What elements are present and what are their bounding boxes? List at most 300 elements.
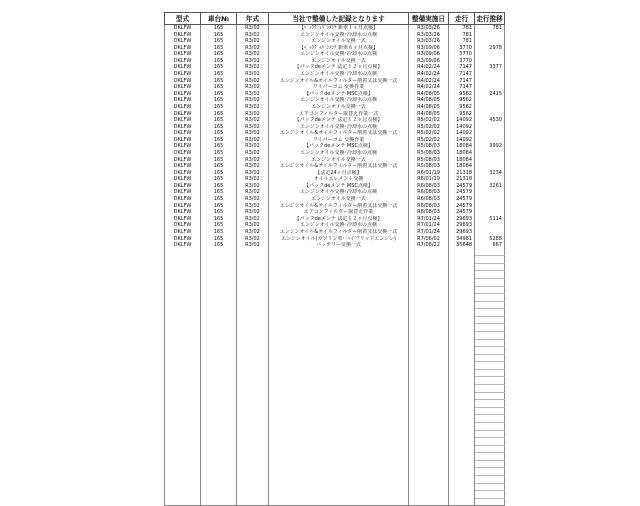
cell-chassis-number: 165 bbox=[201, 58, 237, 65]
header-chassis-number: 車台№ bbox=[201, 13, 237, 25]
table-row bbox=[165, 216, 505, 223]
empty-cell bbox=[201, 385, 237, 393]
cell-mileage-delta bbox=[475, 78, 505, 85]
cell-chassis-number: 165 bbox=[201, 229, 237, 236]
cell-description: 【パックdeメンテ 法定１２ヶ月点検】 bbox=[269, 216, 409, 223]
cell-model-year: R3/02 bbox=[237, 38, 269, 45]
cell-service-date: R3/03/26 bbox=[409, 32, 449, 39]
cell-mileage-delta: 5114 bbox=[475, 216, 505, 223]
empty-cell bbox=[237, 249, 269, 256]
cell-chassis-number: 165 bbox=[201, 242, 237, 249]
empty-cell bbox=[409, 278, 449, 286]
cell-model-year: R3/02 bbox=[237, 64, 269, 71]
cell-description: エンジンオイル&オイルフィルター削着又は交換一式 bbox=[269, 229, 409, 236]
cell-model-year: R3/02 bbox=[237, 143, 269, 150]
empty-cell bbox=[449, 392, 475, 400]
cell-model-year: R3/02 bbox=[237, 45, 269, 52]
empty-cell bbox=[237, 400, 269, 408]
header-maintenance-description: 当社で整備した記録となります bbox=[269, 13, 409, 25]
empty-cell bbox=[269, 354, 409, 362]
cell-service-date: R7/01/24 bbox=[409, 222, 449, 229]
cell-chassis-number: 165 bbox=[201, 183, 237, 190]
cell-mileage-delta bbox=[475, 196, 505, 203]
empty-row bbox=[165, 422, 505, 430]
cell-mileage-delta: 2978 bbox=[475, 45, 505, 52]
cell-service-date: R5/08/03 bbox=[409, 150, 449, 157]
table-row bbox=[165, 64, 505, 71]
cell-model: DKLFW bbox=[165, 84, 201, 91]
cell-model-year: R3/02 bbox=[237, 203, 269, 210]
cell-chassis-number: 165 bbox=[201, 78, 237, 85]
empty-cell bbox=[409, 445, 449, 453]
empty-cell bbox=[201, 430, 237, 438]
cell-service-date: R6/01/19 bbox=[409, 176, 449, 183]
empty-cell bbox=[269, 309, 409, 317]
cell-mileage: 21318 bbox=[449, 176, 475, 183]
cell-chassis-number: 165 bbox=[201, 157, 237, 164]
cell-service-date: R5/02/02 bbox=[409, 124, 449, 131]
cell-chassis-number: 165 bbox=[201, 25, 237, 32]
empty-cell bbox=[237, 339, 269, 347]
empty-cell bbox=[269, 271, 409, 279]
empty-cell bbox=[269, 498, 409, 506]
cell-mileage-delta bbox=[475, 222, 505, 229]
cell-model-year: R3/02 bbox=[237, 130, 269, 137]
empty-cell bbox=[201, 498, 237, 506]
cell-model: DKLFW bbox=[165, 124, 201, 131]
cell-model-year: R3/02 bbox=[237, 91, 269, 98]
cell-service-date: R4/02/24 bbox=[409, 71, 449, 78]
cell-service-date: R5/08/03 bbox=[409, 157, 449, 164]
empty-row bbox=[165, 324, 505, 332]
empty-cell bbox=[409, 415, 449, 423]
empty-cell bbox=[475, 392, 505, 400]
cell-model: DKLFW bbox=[165, 189, 201, 196]
cell-model: DKLFW bbox=[165, 183, 201, 190]
empty-cell bbox=[269, 294, 409, 302]
empty-row bbox=[165, 445, 505, 453]
empty-cell bbox=[269, 249, 409, 256]
empty-cell bbox=[449, 460, 475, 468]
empty-cell bbox=[449, 278, 475, 286]
table-row bbox=[165, 78, 505, 85]
cell-model-year: R3/02 bbox=[237, 157, 269, 164]
cell-service-date: R4/08/05 bbox=[409, 91, 449, 98]
empty-cell bbox=[201, 491, 237, 499]
empty-cell bbox=[237, 301, 269, 309]
cell-mileage: 9562 bbox=[449, 104, 475, 111]
cell-model: DKLFW bbox=[165, 45, 201, 52]
cell-mileage-delta bbox=[475, 124, 505, 131]
empty-cell bbox=[165, 286, 201, 294]
empty-cell bbox=[475, 286, 505, 294]
empty-cell bbox=[269, 445, 409, 453]
empty-row bbox=[165, 278, 505, 286]
cell-description: エンジンオイル交換一式 bbox=[269, 196, 409, 203]
empty-cell bbox=[475, 483, 505, 491]
empty-cell bbox=[165, 301, 201, 309]
empty-cell bbox=[237, 294, 269, 302]
cell-service-date: R3/09/06 bbox=[409, 58, 449, 65]
empty-cell bbox=[165, 445, 201, 453]
empty-cell bbox=[475, 385, 505, 393]
cell-description: エンジンオイル交換･冷却水の点検 bbox=[269, 97, 409, 104]
cell-mileage-delta bbox=[475, 32, 505, 39]
empty-cell bbox=[409, 354, 449, 362]
cell-model: DKLFW bbox=[165, 58, 201, 65]
empty-cell bbox=[409, 476, 449, 484]
empty-cell bbox=[237, 407, 269, 415]
cell-model-year: R3/02 bbox=[237, 71, 269, 78]
empty-cell bbox=[237, 377, 269, 385]
empty-cell bbox=[165, 256, 201, 264]
empty-cell bbox=[165, 400, 201, 408]
cell-chassis-number: 165 bbox=[201, 216, 237, 223]
cell-mileage: 18084 bbox=[449, 157, 475, 164]
empty-cell bbox=[237, 445, 269, 453]
cell-mileage: 14092 bbox=[449, 137, 475, 144]
table-row bbox=[165, 137, 505, 144]
cell-model: DKLFW bbox=[165, 143, 201, 150]
empty-cell bbox=[269, 369, 409, 377]
empty-cell bbox=[269, 453, 409, 461]
cell-mileage-delta bbox=[475, 38, 505, 45]
table-row bbox=[165, 32, 505, 39]
cell-service-date: R4/08/05 bbox=[409, 97, 449, 104]
cell-model-year: R3/02 bbox=[237, 84, 269, 91]
empty-cell bbox=[269, 468, 409, 476]
empty-cell bbox=[201, 483, 237, 491]
empty-cell bbox=[237, 263, 269, 271]
empty-cell bbox=[409, 430, 449, 438]
empty-cell bbox=[449, 445, 475, 453]
empty-cell bbox=[475, 263, 505, 271]
cell-mileage-delta bbox=[475, 189, 505, 196]
cell-mileage-delta: 2415 bbox=[475, 91, 505, 98]
empty-row bbox=[165, 460, 505, 468]
empty-cell bbox=[201, 453, 237, 461]
empty-cell bbox=[201, 438, 237, 446]
cell-mileage-delta bbox=[475, 71, 505, 78]
cell-model: DKLFW bbox=[165, 236, 201, 243]
empty-cell bbox=[409, 256, 449, 264]
empty-cell bbox=[269, 430, 409, 438]
empty-cell bbox=[449, 286, 475, 294]
cell-mileage-delta bbox=[475, 130, 505, 137]
empty-cell bbox=[237, 362, 269, 370]
empty-cell bbox=[237, 347, 269, 355]
empty-cell bbox=[409, 377, 449, 385]
empty-row bbox=[165, 286, 505, 294]
empty-cell bbox=[449, 256, 475, 264]
empty-row bbox=[165, 491, 505, 499]
cell-service-date: R5/02/02 bbox=[409, 130, 449, 137]
cell-model: DKLFW bbox=[165, 97, 201, 104]
cell-chassis-number: 165 bbox=[201, 196, 237, 203]
cell-model-year: R3/02 bbox=[237, 137, 269, 144]
empty-cell bbox=[449, 491, 475, 499]
empty-cell bbox=[475, 301, 505, 309]
empty-row bbox=[165, 332, 505, 340]
empty-cell bbox=[475, 445, 505, 453]
cell-model: DKLFW bbox=[165, 71, 201, 78]
empty-cell bbox=[409, 483, 449, 491]
cell-mileage: 18084 bbox=[449, 143, 475, 150]
empty-cell bbox=[201, 286, 237, 294]
cell-mileage: 7147 bbox=[449, 78, 475, 85]
empty-cell bbox=[237, 460, 269, 468]
empty-cell bbox=[201, 422, 237, 430]
empty-cell bbox=[409, 422, 449, 430]
empty-cell bbox=[237, 491, 269, 499]
cell-model-year: R3/02 bbox=[237, 32, 269, 39]
empty-cell bbox=[201, 377, 237, 385]
cell-description: バッテリー交換一式 bbox=[269, 242, 409, 249]
table-row bbox=[165, 117, 505, 124]
cell-model: DKLFW bbox=[165, 51, 201, 58]
empty-cell bbox=[165, 430, 201, 438]
table-body bbox=[165, 25, 505, 506]
empty-cell bbox=[269, 256, 409, 264]
table-row bbox=[165, 163, 505, 170]
empty-cell bbox=[269, 324, 409, 332]
empty-cell bbox=[237, 453, 269, 461]
cell-chassis-number: 165 bbox=[201, 189, 237, 196]
empty-cell bbox=[165, 278, 201, 286]
empty-cell bbox=[201, 407, 237, 415]
cell-mileage: 9562 bbox=[449, 111, 475, 118]
empty-cell bbox=[475, 453, 505, 461]
cell-mileage: 18084 bbox=[449, 150, 475, 157]
empty-cell bbox=[201, 332, 237, 340]
empty-row bbox=[165, 316, 505, 324]
empty-cell bbox=[237, 438, 269, 446]
empty-cell bbox=[409, 332, 449, 340]
cell-service-date: R4/08/05 bbox=[409, 104, 449, 111]
empty-cell bbox=[165, 263, 201, 271]
cell-model-year: R3/02 bbox=[237, 222, 269, 229]
cell-model: DKLFW bbox=[165, 91, 201, 98]
empty-cell bbox=[237, 354, 269, 362]
cell-mileage: 24579 bbox=[449, 209, 475, 216]
cell-model-year: R3/02 bbox=[237, 196, 269, 203]
cell-mileage: 9562 bbox=[449, 91, 475, 98]
empty-cell bbox=[475, 422, 505, 430]
cell-mileage: 21318 bbox=[449, 170, 475, 177]
empty-cell bbox=[201, 369, 237, 377]
cell-mileage-delta bbox=[475, 209, 505, 216]
cell-mileage: 24579 bbox=[449, 196, 475, 203]
empty-cell bbox=[165, 438, 201, 446]
empty-cell bbox=[201, 278, 237, 286]
empty-cell bbox=[165, 476, 201, 484]
empty-cell bbox=[475, 316, 505, 324]
header-model-year: 年式 bbox=[237, 13, 269, 25]
table-row bbox=[165, 176, 505, 183]
cell-model: DKLFW bbox=[165, 176, 201, 183]
cell-mileage-delta bbox=[475, 84, 505, 91]
table-row bbox=[165, 222, 505, 229]
empty-cell bbox=[237, 324, 269, 332]
cell-service-date: R5/08/03 bbox=[409, 143, 449, 150]
empty-cell bbox=[449, 476, 475, 484]
empty-row bbox=[165, 294, 505, 302]
empty-cell bbox=[475, 476, 505, 484]
table-row bbox=[165, 71, 505, 78]
cell-model-year: R3/02 bbox=[237, 176, 269, 183]
empty-cell bbox=[449, 400, 475, 408]
empty-row bbox=[165, 347, 505, 355]
empty-row bbox=[165, 483, 505, 491]
empty-cell bbox=[269, 339, 409, 347]
cell-mileage: 3770 bbox=[449, 45, 475, 52]
empty-cell bbox=[201, 339, 237, 347]
empty-cell bbox=[475, 256, 505, 264]
cell-chassis-number: 165 bbox=[201, 51, 237, 58]
empty-cell bbox=[449, 339, 475, 347]
empty-cell bbox=[237, 316, 269, 324]
empty-cell bbox=[201, 294, 237, 302]
table-row bbox=[165, 242, 505, 249]
cell-mileage: 24579 bbox=[449, 203, 475, 210]
empty-row bbox=[165, 400, 505, 408]
cell-service-date: R3/09/06 bbox=[409, 45, 449, 52]
cell-model: DKLFW bbox=[165, 150, 201, 157]
empty-cell bbox=[269, 392, 409, 400]
cell-model-year: R3/02 bbox=[237, 170, 269, 177]
cell-model: DKLFW bbox=[165, 203, 201, 210]
empty-cell bbox=[237, 415, 269, 423]
table-row bbox=[165, 203, 505, 210]
empty-cell bbox=[449, 415, 475, 423]
empty-row bbox=[165, 430, 505, 438]
empty-row bbox=[165, 392, 505, 400]
cell-mileage-delta bbox=[475, 203, 505, 210]
cell-service-date: R7/01/24 bbox=[409, 216, 449, 223]
cell-mileage-delta: 667 bbox=[475, 242, 505, 249]
cell-mileage: 781 bbox=[449, 25, 475, 32]
empty-cell bbox=[201, 400, 237, 408]
cell-model-year: R3/02 bbox=[237, 242, 269, 249]
empty-cell bbox=[165, 271, 201, 279]
table-row bbox=[165, 157, 505, 164]
cell-service-date: R6/08/03 bbox=[409, 196, 449, 203]
table-row bbox=[165, 229, 505, 236]
empty-cell bbox=[449, 263, 475, 271]
cell-chassis-number: 165 bbox=[201, 170, 237, 177]
cell-chassis-number: 165 bbox=[201, 176, 237, 183]
cell-model: DKLFW bbox=[165, 130, 201, 137]
cell-description: エンジンオイル交換･冷却水の点検 bbox=[269, 189, 409, 196]
cell-mileage: 18084 bbox=[449, 163, 475, 170]
empty-cell bbox=[409, 263, 449, 271]
cell-description: エンジンオイル&オイルフィルター削着又は交換一式 bbox=[269, 163, 409, 170]
table-row bbox=[165, 150, 505, 157]
empty-cell bbox=[165, 407, 201, 415]
cell-model: DKLFW bbox=[165, 104, 201, 111]
empty-cell bbox=[475, 294, 505, 302]
cell-model: DKLFW bbox=[165, 137, 201, 144]
cell-model: DKLFW bbox=[165, 229, 201, 236]
empty-cell bbox=[449, 483, 475, 491]
cell-service-date: R6/08/03 bbox=[409, 183, 449, 190]
empty-cell bbox=[475, 491, 505, 499]
cell-model: DKLFW bbox=[165, 209, 201, 216]
empty-cell bbox=[165, 332, 201, 340]
empty-cell bbox=[237, 430, 269, 438]
empty-cell bbox=[409, 294, 449, 302]
empty-row bbox=[165, 339, 505, 347]
cell-chassis-number: 165 bbox=[201, 150, 237, 157]
cell-mileage-delta bbox=[475, 229, 505, 236]
cell-chassis-number: 165 bbox=[201, 209, 237, 216]
cell-model-year: R3/02 bbox=[237, 163, 269, 170]
table-row bbox=[165, 45, 505, 52]
cell-description: 【法定24ヶ月点検】 bbox=[269, 170, 409, 177]
table-row bbox=[165, 236, 505, 243]
cell-mileage: 9562 bbox=[449, 97, 475, 104]
empty-row bbox=[165, 377, 505, 385]
empty-cell bbox=[475, 400, 505, 408]
empty-cell bbox=[449, 294, 475, 302]
cell-service-date: R6/08/03 bbox=[409, 189, 449, 196]
cell-description: エンジンオイル&オイルフィルター削着又は交換一式 bbox=[269, 203, 409, 210]
empty-cell bbox=[201, 354, 237, 362]
table-row bbox=[165, 25, 505, 32]
cell-service-date: R4/02/24 bbox=[409, 84, 449, 91]
empty-cell bbox=[165, 468, 201, 476]
cell-service-date: R5/02/02 bbox=[409, 137, 449, 144]
empty-cell bbox=[201, 460, 237, 468]
cell-model: DKLFW bbox=[165, 170, 201, 177]
cell-mileage: 7147 bbox=[449, 84, 475, 91]
empty-cell bbox=[449, 271, 475, 279]
empty-row bbox=[165, 415, 505, 423]
empty-cell bbox=[449, 453, 475, 461]
cell-service-date: R5/02/02 bbox=[409, 117, 449, 124]
empty-cell bbox=[165, 460, 201, 468]
empty-cell bbox=[409, 468, 449, 476]
empty-cell bbox=[201, 256, 237, 264]
empty-row bbox=[165, 468, 505, 476]
empty-cell bbox=[165, 324, 201, 332]
empty-cell bbox=[165, 354, 201, 362]
empty-cell bbox=[449, 362, 475, 370]
cell-model-year: R3/02 bbox=[237, 104, 269, 111]
cell-model: DKLFW bbox=[165, 111, 201, 118]
cell-mileage: 3770 bbox=[449, 51, 475, 58]
cell-chassis-number: 165 bbox=[201, 45, 237, 52]
cell-chassis-number: 165 bbox=[201, 124, 237, 131]
cell-service-date: R4/08/05 bbox=[409, 111, 449, 118]
empty-cell bbox=[201, 249, 237, 256]
table-row bbox=[165, 104, 505, 111]
empty-cell bbox=[165, 309, 201, 317]
empty-cell bbox=[269, 460, 409, 468]
table-row bbox=[165, 124, 505, 131]
empty-row bbox=[165, 362, 505, 370]
empty-cell bbox=[449, 332, 475, 340]
cell-mileage-delta bbox=[475, 51, 505, 58]
cell-mileage: 14092 bbox=[449, 130, 475, 137]
empty-cell bbox=[165, 369, 201, 377]
empty-cell bbox=[409, 400, 449, 408]
cell-chassis-number: 165 bbox=[201, 91, 237, 98]
empty-cell bbox=[475, 438, 505, 446]
empty-cell bbox=[237, 278, 269, 286]
cell-mileage-delta: 3992 bbox=[475, 143, 505, 150]
empty-cell bbox=[269, 362, 409, 370]
